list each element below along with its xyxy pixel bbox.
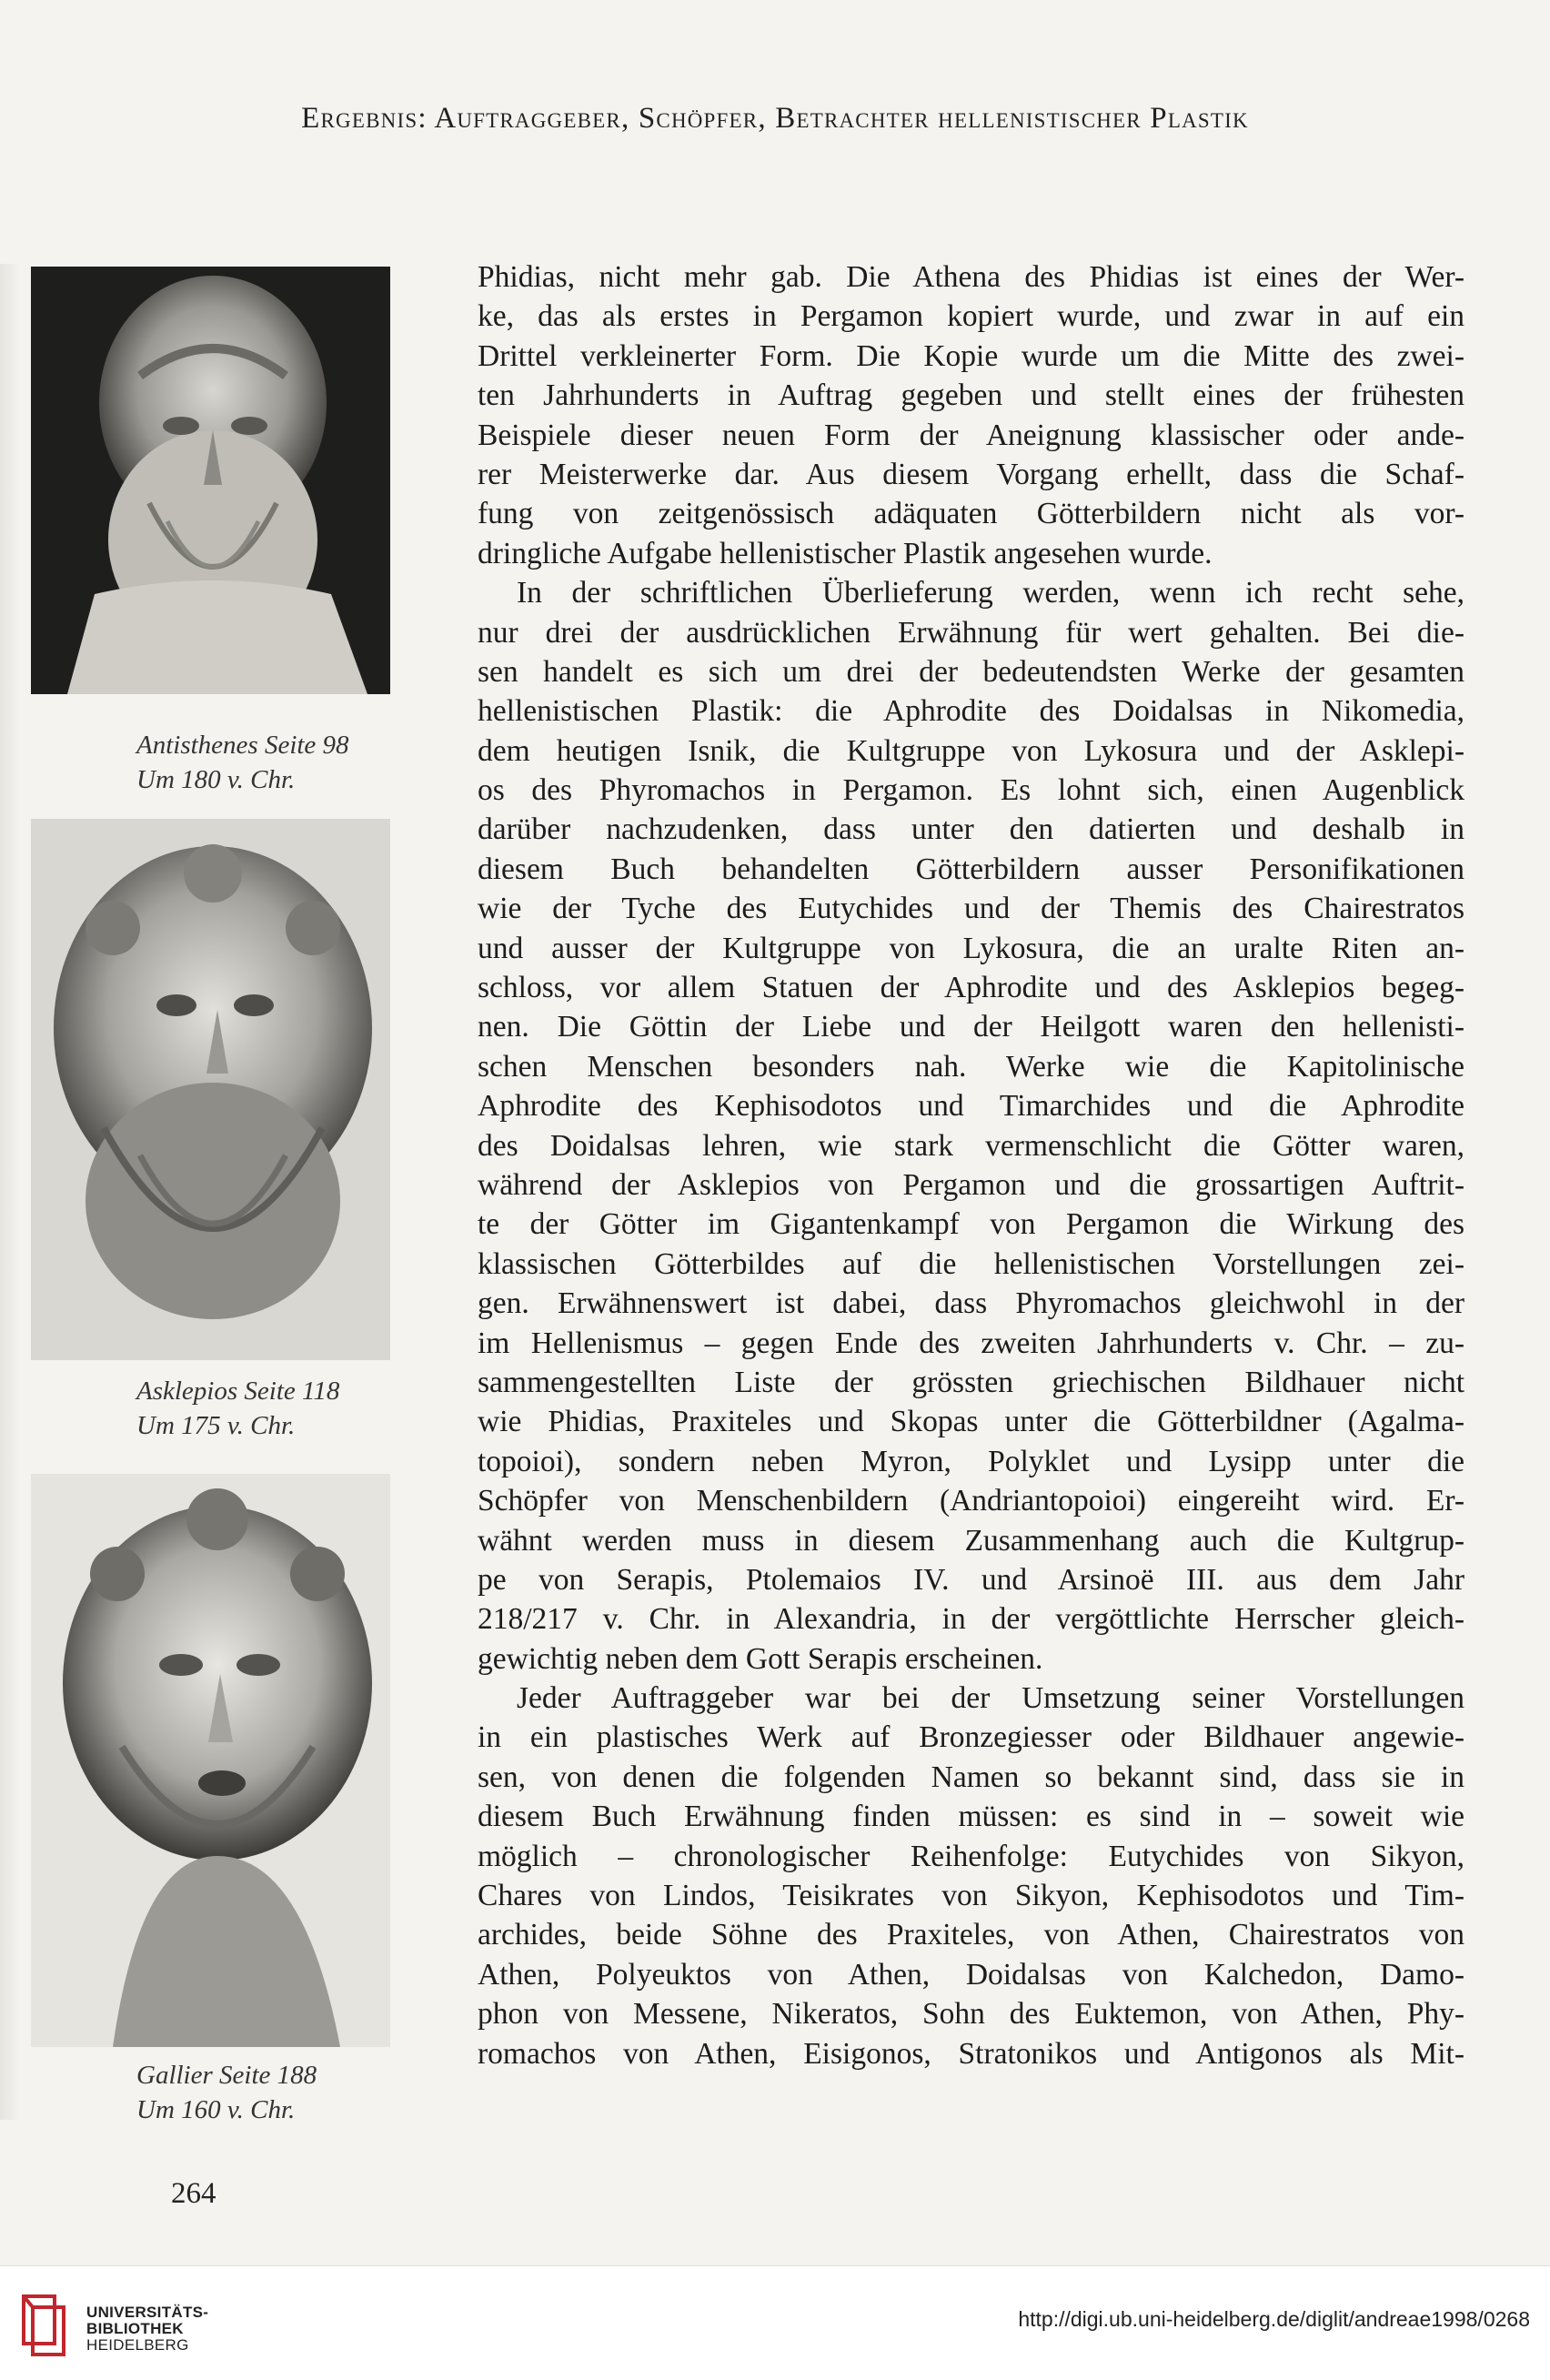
caption-title: Antisthenes Seite 98	[136, 731, 349, 760]
caption-date: Um 175 v. Chr.	[136, 1411, 296, 1440]
caption-title: Gallier Seite 188	[136, 2061, 317, 2090]
text-line: Beispiele dieser neuen Form der Aneignung klassischer oder ande-	[478, 418, 1464, 452]
text-line: 218/217 v. Chr. in Alexandria, in der vergöttlichte Herrscher gleich-	[478, 1602, 1464, 1637]
text-line: topoioi), sondern neben Myron, Polyklet und Lysipp unter die	[478, 1444, 1464, 1478]
library-name	[86, 2304, 208, 2354]
text-line: Drittel verkleinerter Form. Die Kopie wurde um die Mitte des zwei-	[478, 338, 1464, 373]
caption-antisthenes	[136, 728, 437, 797]
library-line: BIBLIOTHEK	[86, 2320, 184, 2337]
text-line: romachos von Athen, Eisigonos, Stratonikos und Antigonos als Mit-	[478, 2036, 1464, 2071]
text-line: ten Jahrhunderts in Auftrag gegeben und stellt eines der frühesten	[478, 378, 1464, 413]
digitization-footer	[0, 2265, 1550, 2380]
text-line: rer Meisterwerke dar. Aus diesem Vorgang erhellt, dass die Schaf-	[478, 457, 1464, 491]
text-line: fung von zeitgenössisch adäquaten Götterbildern nicht als vor-	[478, 497, 1464, 531]
text-line: os des Phyromachos in Pergamon. Es lohnt sich, einen Augenblick	[478, 773, 1464, 808]
text-line: wie der Tyche des Eutychides und der Themis des Chairestratos	[478, 892, 1464, 926]
text-line: klassischen Götterbildes auf die hellenistischen Vorstellungen zei-	[478, 1246, 1464, 1281]
text-line: Chares von Lindos, Teisikrates von Sikyon, Kephisodotos und Tim-	[478, 1879, 1464, 1913]
body-text	[478, 257, 1464, 2073]
text-line: phon von Messene, Nikeratos, Sohn des Euktemon, von Athen, Phy-	[478, 1997, 1464, 2032]
caption-asklepios	[136, 1374, 437, 1443]
figure-antisthenes-photo	[31, 267, 390, 694]
text-line: sen handelt es sich um drei der bedeutendsten Werke der gesamten	[478, 654, 1464, 689]
text-line: in ein plastisches Werk auf Bronzegiesser oder Bildhauer angewie-	[478, 1720, 1464, 1755]
text-line: sen, von denen die folgenden Namen so bekannt sind, dass sie in	[478, 1760, 1464, 1794]
text-line: sammengestellten Liste der grössten griechischen Bildhauer nicht	[478, 1365, 1464, 1399]
running-head: Ergebnis: Auftraggeber, Schöpfer, Betrachter hellenistischer Plastik	[301, 102, 1249, 135]
text-line: während der Asklepios von Pergamon und die grossartigen Auftrit-	[478, 1167, 1464, 1202]
library-line: UNIVERSITÄTS-	[86, 2304, 209, 2321]
text-line: im Hellenismus – gegen Ende des zweiten Jahrhunderts v. Chr. – zu-	[478, 1326, 1464, 1360]
page-number: 264	[171, 2177, 216, 2210]
text-line: nur drei der ausdrücklichen Erwähnung für wert gehalten. Bei die-	[478, 615, 1464, 650]
text-line: Aphrodite des Kephisodotos und Timarchides und die Aphrodite	[478, 1089, 1464, 1124]
text-line: gen. Erwähnenswert ist dabei, dass Phyromachos gleichwohl in der	[478, 1286, 1464, 1321]
text-line: hellenistischen Plastik: die Aphrodite des Doidalsas in Nikomedia,	[478, 694, 1464, 729]
text-line: nen. Die Göttin der Liebe und der Heilgott waren den hellenisti-	[478, 1010, 1464, 1044]
text-line: Athen, Polyeuktos von Athen, Doidalsas von Kalchedon, Damo-	[478, 1957, 1464, 1992]
figure-asklepios-photo	[31, 819, 390, 1360]
text-line: diesem Buch behandelten Götterbildern ausser Personifikationen	[478, 852, 1464, 886]
text-line: gewichtig neben dem Gott Serapis erscheinen.	[478, 1641, 1043, 1676]
library-line: HEIDELBERG	[86, 2336, 189, 2354]
caption-gallier	[136, 2058, 437, 2127]
text-line: dem heutigen Isnik, die Kultgruppe von Lykosura und der Asklepi-	[478, 733, 1464, 768]
text-line: Phidias, nicht mehr gab. Die Athena des Phidias ist eines der Wer-	[478, 260, 1464, 294]
text-line: In der schriftlichen Überlieferung werden, wenn ich recht sehe,	[517, 576, 1464, 610]
text-line: des Doidalsas lehren, wie stark vermenschlicht die Götter waren,	[478, 1128, 1464, 1163]
caption-title: Asklepios Seite 118	[136, 1377, 340, 1406]
text-line: wie Phidias, Praxiteles und Skopas unter die Götterbildner (Agalma-	[478, 1405, 1464, 1439]
text-line: archides, beide Söhne des Praxiteles, von Athen, Chairestratos von	[478, 1918, 1464, 1952]
text-line: möglich – chronologischer Reihenfolge: Eutychides von Sikyon,	[478, 1839, 1464, 1873]
text-line: ke, das als erstes in Pergamon kopiert wurde, und zwar in auf ein	[478, 299, 1464, 334]
text-line: Jeder Auftraggeber war bei der Umsetzung seiner Vorstellungen	[517, 1681, 1464, 1716]
text-line: darüber nachzudenken, dass unter den datierten und deshalb in	[478, 812, 1464, 847]
caption-date: Um 160 v. Chr.	[136, 2095, 296, 2124]
text-line: diesem Buch Erwähnung finden müssen: es sind in – soweit wie	[478, 1800, 1464, 1834]
text-line: dringliche Aufgabe hellenistischer Plastik angesehen wurde.	[478, 536, 1213, 570]
text-line: und ausser der Kultgruppe von Lykosura, die an uralte Riten an-	[478, 931, 1464, 965]
caption-date: Um 180 v. Chr.	[136, 765, 296, 794]
source-url-link[interactable]: http://digi.ub.uni-heidelberg.de/diglit/andreae1998/0268	[1018, 2307, 1530, 2331]
binding-shadow	[0, 264, 20, 2120]
text-line: Schöpfer von Menschenbildern (Andriantopoioi) eingereiht wird. Er-	[478, 1484, 1464, 1518]
figure-gallier-photo	[31, 1474, 390, 2047]
text-line: pe von Serapis, Ptolemaios IV. und Arsinoë III. aus dem Jahr	[478, 1562, 1464, 1597]
text-line: schloss, vor allem Statuen der Aphrodite und des Asklepios begeg-	[478, 971, 1464, 1005]
text-line: schen Menschen besonders nah. Werke wie die Kapitolinische	[478, 1049, 1464, 1084]
library-logo-icon	[16, 2280, 71, 2371]
text-line: wähnt werden muss in diesem Zusammenhang auch die Kultgrup-	[478, 1523, 1464, 1558]
text-line: te der Götter im Gigantenkampf von Pergamon die Wirkung des	[478, 1207, 1464, 1242]
